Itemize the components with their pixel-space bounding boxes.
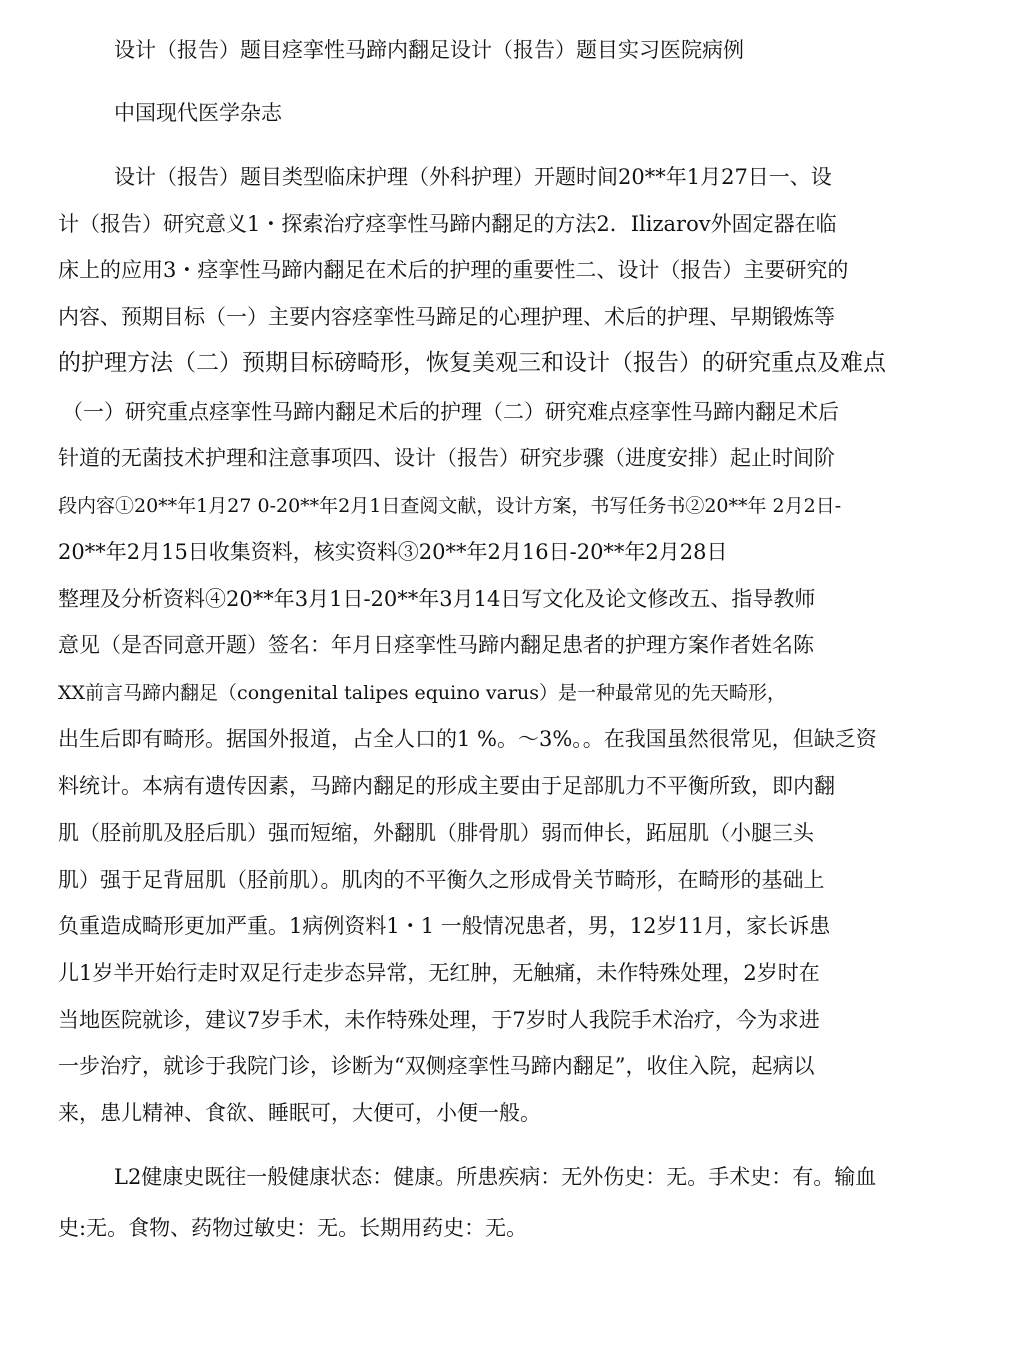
body-line: 段内容①20**年1月27 0-20**年2月1日查阅文献，设计方案，书写任务书②20**年 2月2日- (58, 495, 842, 517)
body-line: 整理及分析资料④20**年3月1日-20**年3月14日写文化及论文修改五、指导教师 (58, 587, 816, 611)
body-line: 肌）强于足背屈肌（胫前肌）。肌肉的不平衡久之形成骨关节畸形，在畸形的基础上 (58, 868, 825, 892)
body-line: 肌（胫前肌及胫后肌）强而短缩，外翻肌（腓骨肌）弱而伸长，跖屈肌（小腿三头 (58, 821, 814, 845)
body-line: 当地医院就诊，建议7岁手术，未作特殊处理，于7岁时人我院手术治疗，今为求进 (58, 1008, 820, 1032)
body-line: 负重造成畸形更加严重。1病例资料1・1 一般情况患者，男，12岁11月，家长诉患 (58, 914, 831, 938)
body-line: 儿1岁半开始行走时双足行走步态异常，无红肿，无触痛，未作特殊处理，2岁时在 (58, 961, 820, 985)
body-line: 来，患儿精神、食欲、睡眠可，大便可，小便一般。 (58, 1101, 541, 1125)
body-line: 一步治疗，就诊于我院门诊，诊断为“双侧痉挛性马蹄内翻足”，收住入院，起病以 (58, 1054, 815, 1078)
body-line: 床上的应用3・痉挛性马蹄内翻足在术后的护理的重要性二、设计（报告）主要研究的 (58, 258, 849, 282)
health-history-line: L2健康史既往一般健康状态：健康。所患疾病：无外伤史：无。手术史：有。输血 (114, 1165, 877, 1189)
journal-name: 中国现代医学杂志 (114, 101, 282, 125)
body-line: 意见（是否同意开题）签名：年月日痉挛性马蹄内翻足患者的护理方案作者姓名陈 (58, 633, 814, 657)
report-title-line: 设计（报告）题目痉挛性马蹄内翻足设计（报告）题目实习医院病例 (114, 38, 744, 62)
body-line: 设计（报告）题目类型临床护理（外科护理）开题时间20**年1月27日一、设 (114, 165, 832, 189)
body-line: 出生后即有畸形。据国外报道，占全人口的1 %。～3%。。在我国虽然很常见，但缺乏资 (58, 727, 877, 751)
body-line: 针道的无菌技术护理和注意事项四、设计（报告）研究步骤（进度安排）起止时间阶 (58, 446, 835, 470)
health-history-line: 史:无。食物、药物过敏史：无。长期用药史：无。 (58, 1216, 528, 1240)
body-line: 的护理方法（二）预期目标磅畸形，恢复美观三和设计（报告）的研究重点及难点 (58, 350, 886, 376)
body-line: XX前言马蹄内翻足（congenital talipes equino varus）是一种最常见的先天畸形， (58, 682, 787, 704)
body-line: 内容、预期目标（一）主要内容痉挛性马蹄足的心理护理、术后的护理、早期锻炼等 (58, 305, 835, 329)
body-line: （一）研究重点痉挛性马蹄内翻足术后的护理（二）研究难点痉挛性马蹄内翻足术后 (62, 400, 839, 424)
body-line: 20**年2月15日收集资料，核实资料③20**年2月16日-20**年2月28日 (58, 540, 728, 564)
body-line: 计（报告）研究意义1・探索治疗痉挛性马蹄内翻足的方法2．Ilizarov外固定器在临 (58, 212, 837, 236)
body-line: 料统计。本病有遗传因素，马蹄内翻足的形成主要由于足部肌力不平衡所致，即内翻 (58, 774, 835, 798)
